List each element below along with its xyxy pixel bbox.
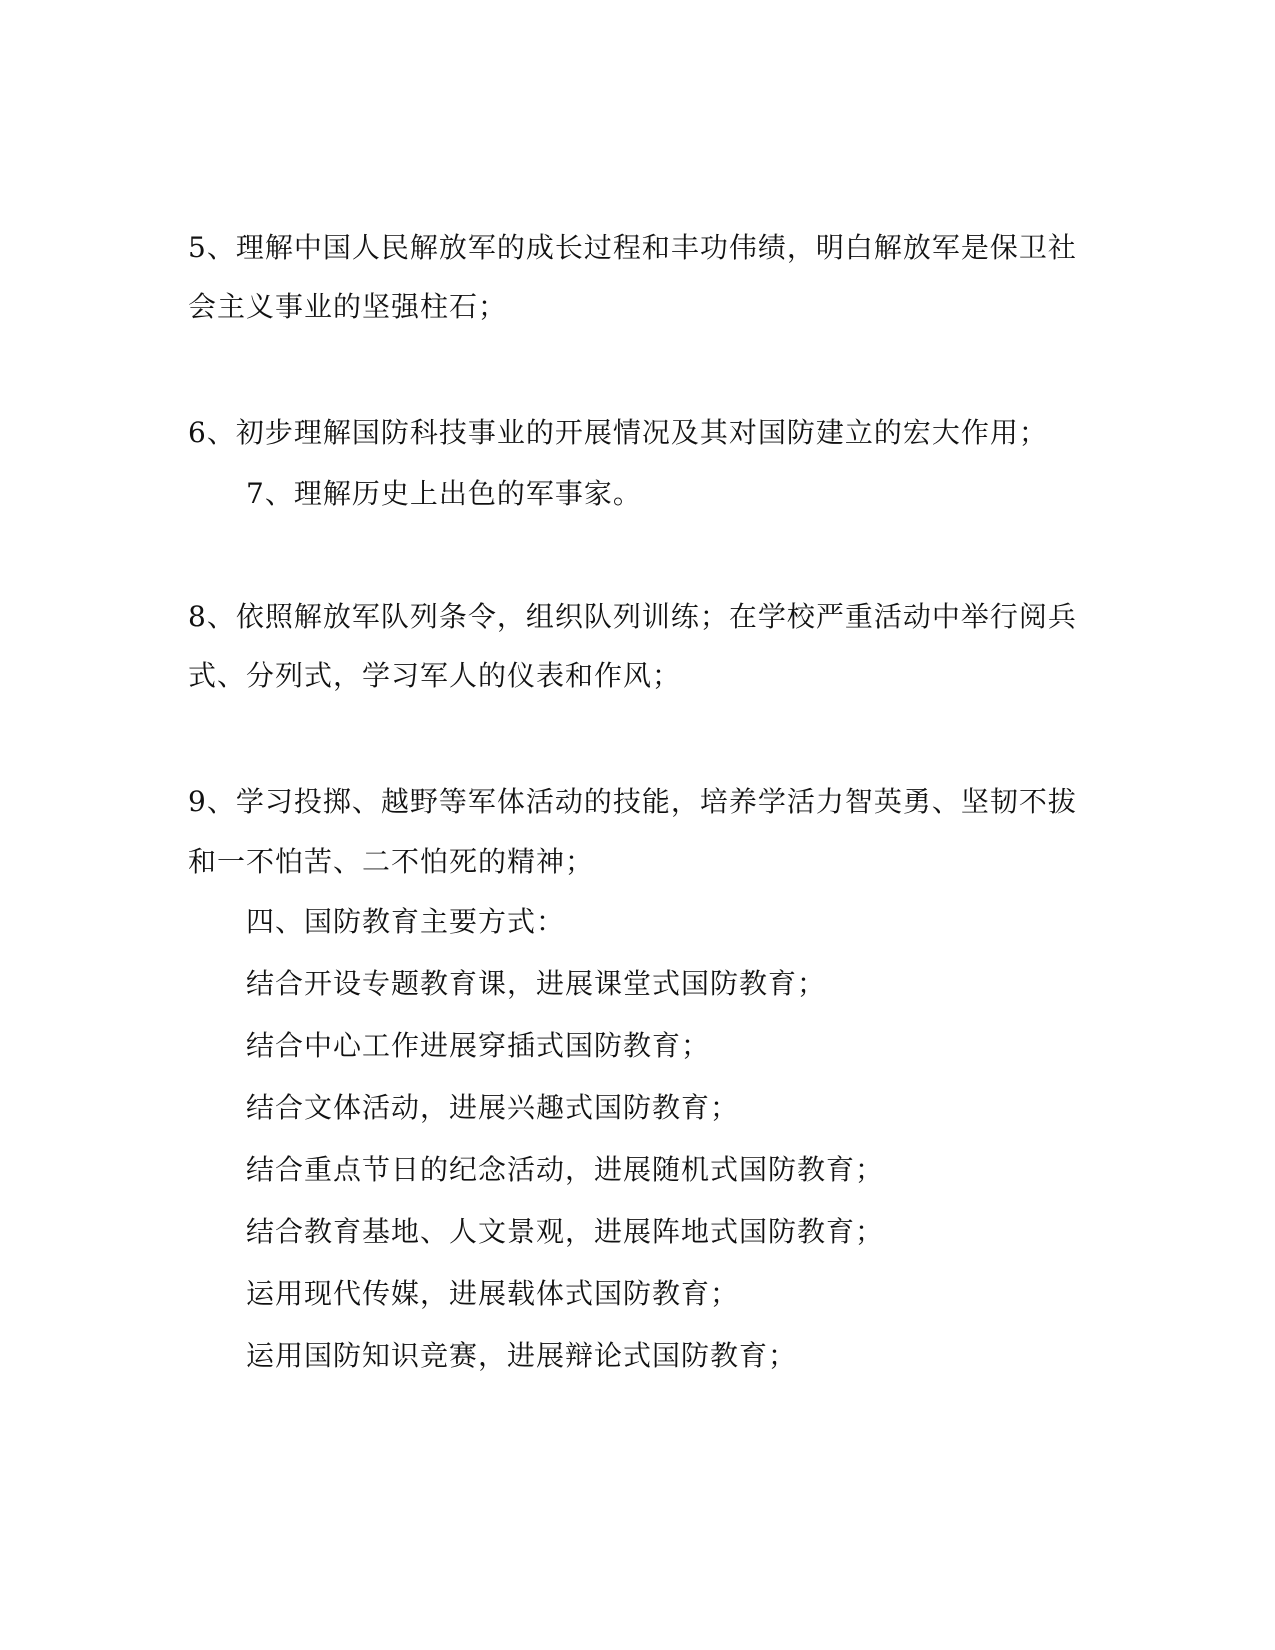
- paragraph-5-line-1: 5、理解中国人民解放军的成长过程和丰功伟绩，明白解放军是保卫社: [188, 231, 1077, 264]
- section-4-item: 运用现代传媒，进展载体式国防教育；: [246, 1277, 740, 1310]
- section-4-item: 结合重点节日的纪念活动，进展随机式国防教育；: [246, 1153, 885, 1186]
- paragraph-9-line-1: 9、学习投掷、越野等军体活动的技能，培养学活力智英勇、坚韧不拔: [188, 785, 1077, 818]
- section-4-item: 结合开设专题教育课，进展课堂式国防教育；: [246, 967, 827, 1000]
- section-4-item: 结合文体活动，进展兴趣式国防教育；: [246, 1091, 740, 1124]
- paragraph-5-line-2: 会主义事业的坚强柱石；: [188, 290, 508, 323]
- section-4-item: 结合教育基地、人文景观，进展阵地式国防教育；: [246, 1215, 885, 1248]
- paragraph-7-line-1: 7、理解历史上出色的军事家。: [246, 477, 642, 510]
- section-4-item: 运用国防知识竞赛，进展辩论式国防教育；: [246, 1339, 798, 1372]
- paragraph-9-line-2: 和一不怕苦、二不怕死的精神；: [188, 845, 595, 878]
- paragraph-6-line-1: 6、初步理解国防科技事业的开展情况及其对国防建立的宏大作用；: [188, 416, 1048, 449]
- section-4-heading: 四、国防教育主要方式：: [246, 905, 566, 938]
- section-4-item: 结合中心工作进展穿插式国防教育；: [246, 1029, 711, 1062]
- paragraph-8-line-1: 8、依照解放军队列条令，组织队列训练；在学校严重活动中举行阅兵: [188, 600, 1077, 633]
- paragraph-8-line-2: 式、分列式，学习军人的仪表和作风；: [188, 659, 682, 692]
